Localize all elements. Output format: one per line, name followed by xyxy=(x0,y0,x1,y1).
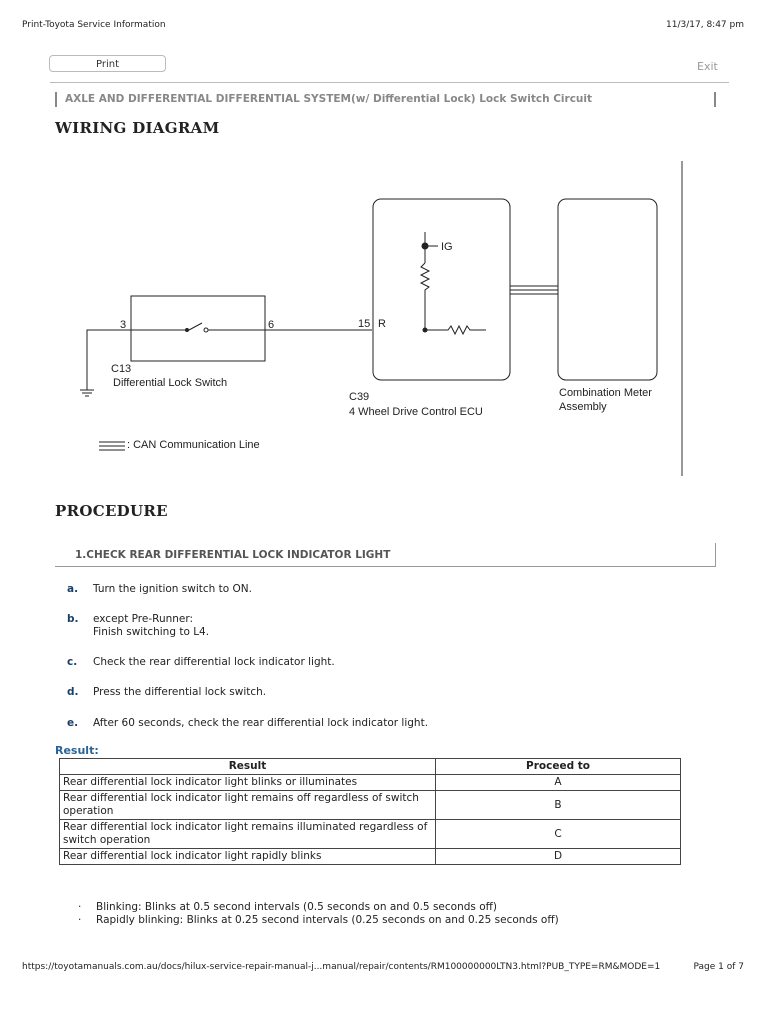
can-legend-icon xyxy=(99,442,125,450)
footer-page-number: Page 1 of 7 xyxy=(693,962,744,972)
switch-code: C13 xyxy=(111,363,132,375)
step-item xyxy=(67,613,209,639)
step-item-text: Check the rear differential lock indicator light. xyxy=(93,656,335,668)
wiring-heading: WIRING DIAGRAM xyxy=(55,119,220,137)
footer-url: https://toyotamanuals.com.au/docs/hilux-service-repair-manual-j...manual/repair/contents/RM100000000LTN3.html?PUB_TYPE=RM&MODE=1 xyxy=(22,962,661,972)
page-header-datetime: 11/3/17, 8:47 pm xyxy=(666,20,744,30)
table-row xyxy=(60,775,681,791)
meter-name-line1: Combination Meter xyxy=(559,387,652,399)
step-item xyxy=(67,583,252,596)
table-row xyxy=(60,849,681,865)
table-cell-result: Rear differential lock indicator light rapidly blinks xyxy=(60,849,436,865)
switch-contact-icon xyxy=(204,328,208,332)
switch-name: Differential Lock Switch xyxy=(113,377,228,389)
can-bus-lines xyxy=(510,286,558,294)
result-label: Result: xyxy=(55,744,99,757)
bullet-icon: · xyxy=(78,901,82,913)
step-item xyxy=(67,717,428,730)
step-item-text: Turn the ignition switch to ON. xyxy=(93,583,252,595)
step-item xyxy=(67,656,335,669)
input-resistor-icon xyxy=(425,326,486,334)
ground-icon xyxy=(80,390,94,396)
ecu-name: 4 Wheel Drive Control ECU xyxy=(349,406,483,418)
step-item-letter: e. xyxy=(67,717,79,729)
wiring-diagram xyxy=(0,150,768,490)
step-item-letter: a. xyxy=(67,583,79,595)
note-item xyxy=(78,901,497,913)
table-cell-proceed: B xyxy=(436,791,681,820)
ecu-pin: 15 xyxy=(358,318,371,330)
procedure-heading: PROCEDURE xyxy=(55,502,168,520)
ig-label: IG xyxy=(441,241,453,253)
ecu-wire-color: R xyxy=(378,318,386,330)
meter-box xyxy=(558,199,657,380)
step-item-letter: d. xyxy=(67,686,79,698)
table-header-row xyxy=(60,759,681,775)
table-cell-result: Rear differential lock indicator light remains illuminated regardless of switch operation xyxy=(60,820,436,849)
note-text: Blinking: Blinks at 0.5 second intervals (0.5 seconds on and 0.5 seconds off) xyxy=(96,901,497,913)
step-divider xyxy=(55,566,716,567)
step-item-letter: b. xyxy=(67,613,79,625)
exit-link[interactable]: Exit xyxy=(697,60,718,73)
bullet-icon: · xyxy=(78,914,82,926)
table-cell-proceed: D xyxy=(436,849,681,865)
switch-pin-left: 3 xyxy=(120,319,127,331)
table-cell-proceed: C xyxy=(436,820,681,849)
toolbar-divider xyxy=(50,82,729,83)
step-item-text: Press the differential lock switch. xyxy=(93,686,267,698)
step-item-text: except Pre-Runner: Finish switching to L4. xyxy=(93,613,210,638)
result-table xyxy=(59,758,681,865)
breadcrumb-end-bar xyxy=(714,92,716,107)
table-header-proceed: Proceed to xyxy=(436,759,681,775)
table-cell-proceed: A xyxy=(436,775,681,791)
table-row xyxy=(60,791,681,820)
ecu-box xyxy=(373,199,510,380)
step-item xyxy=(67,686,266,699)
note-item xyxy=(78,914,559,926)
can-legend-label: : CAN Communication Line xyxy=(127,439,260,451)
table-row xyxy=(60,820,681,849)
ig-node-icon xyxy=(422,243,429,250)
switch-contact-icon xyxy=(185,328,189,332)
step-item-letter: c. xyxy=(67,656,78,668)
table-cell-result: Rear differential lock indicator light remains off regardless of switch operation xyxy=(60,791,436,820)
switch-box xyxy=(131,296,265,361)
table-header-result: Result xyxy=(60,759,436,775)
breadcrumb: AXLE AND DIFFERENTIAL DIFFERENTIAL SYSTEM(w/ Differential Lock) Lock Switch Circuit xyxy=(55,92,592,107)
ecu-code: C39 xyxy=(349,391,370,403)
step-item-text: After 60 seconds, check the rear differential lock indicator light. xyxy=(93,717,429,729)
step-divider-end xyxy=(715,543,716,567)
pullup-resistor-icon xyxy=(421,263,429,330)
page-header-title: Print-Toyota Service Information xyxy=(22,20,166,30)
table-cell-result: Rear differential lock indicator light blinks or illuminates xyxy=(60,775,436,791)
meter-name-line2: Assembly xyxy=(559,401,607,413)
switch-pin-right: 6 xyxy=(268,319,275,331)
step-title: 1.CHECK REAR DIFFERENTIAL LOCK INDICATOR LIGHT xyxy=(75,549,391,561)
switch-lever-icon xyxy=(189,323,202,330)
print-button[interactable]: Print xyxy=(49,55,166,72)
note-text: Rapidly blinking: Blinks at 0.25 second intervals (0.25 seconds on and 0.25 seconds off) xyxy=(96,914,559,926)
